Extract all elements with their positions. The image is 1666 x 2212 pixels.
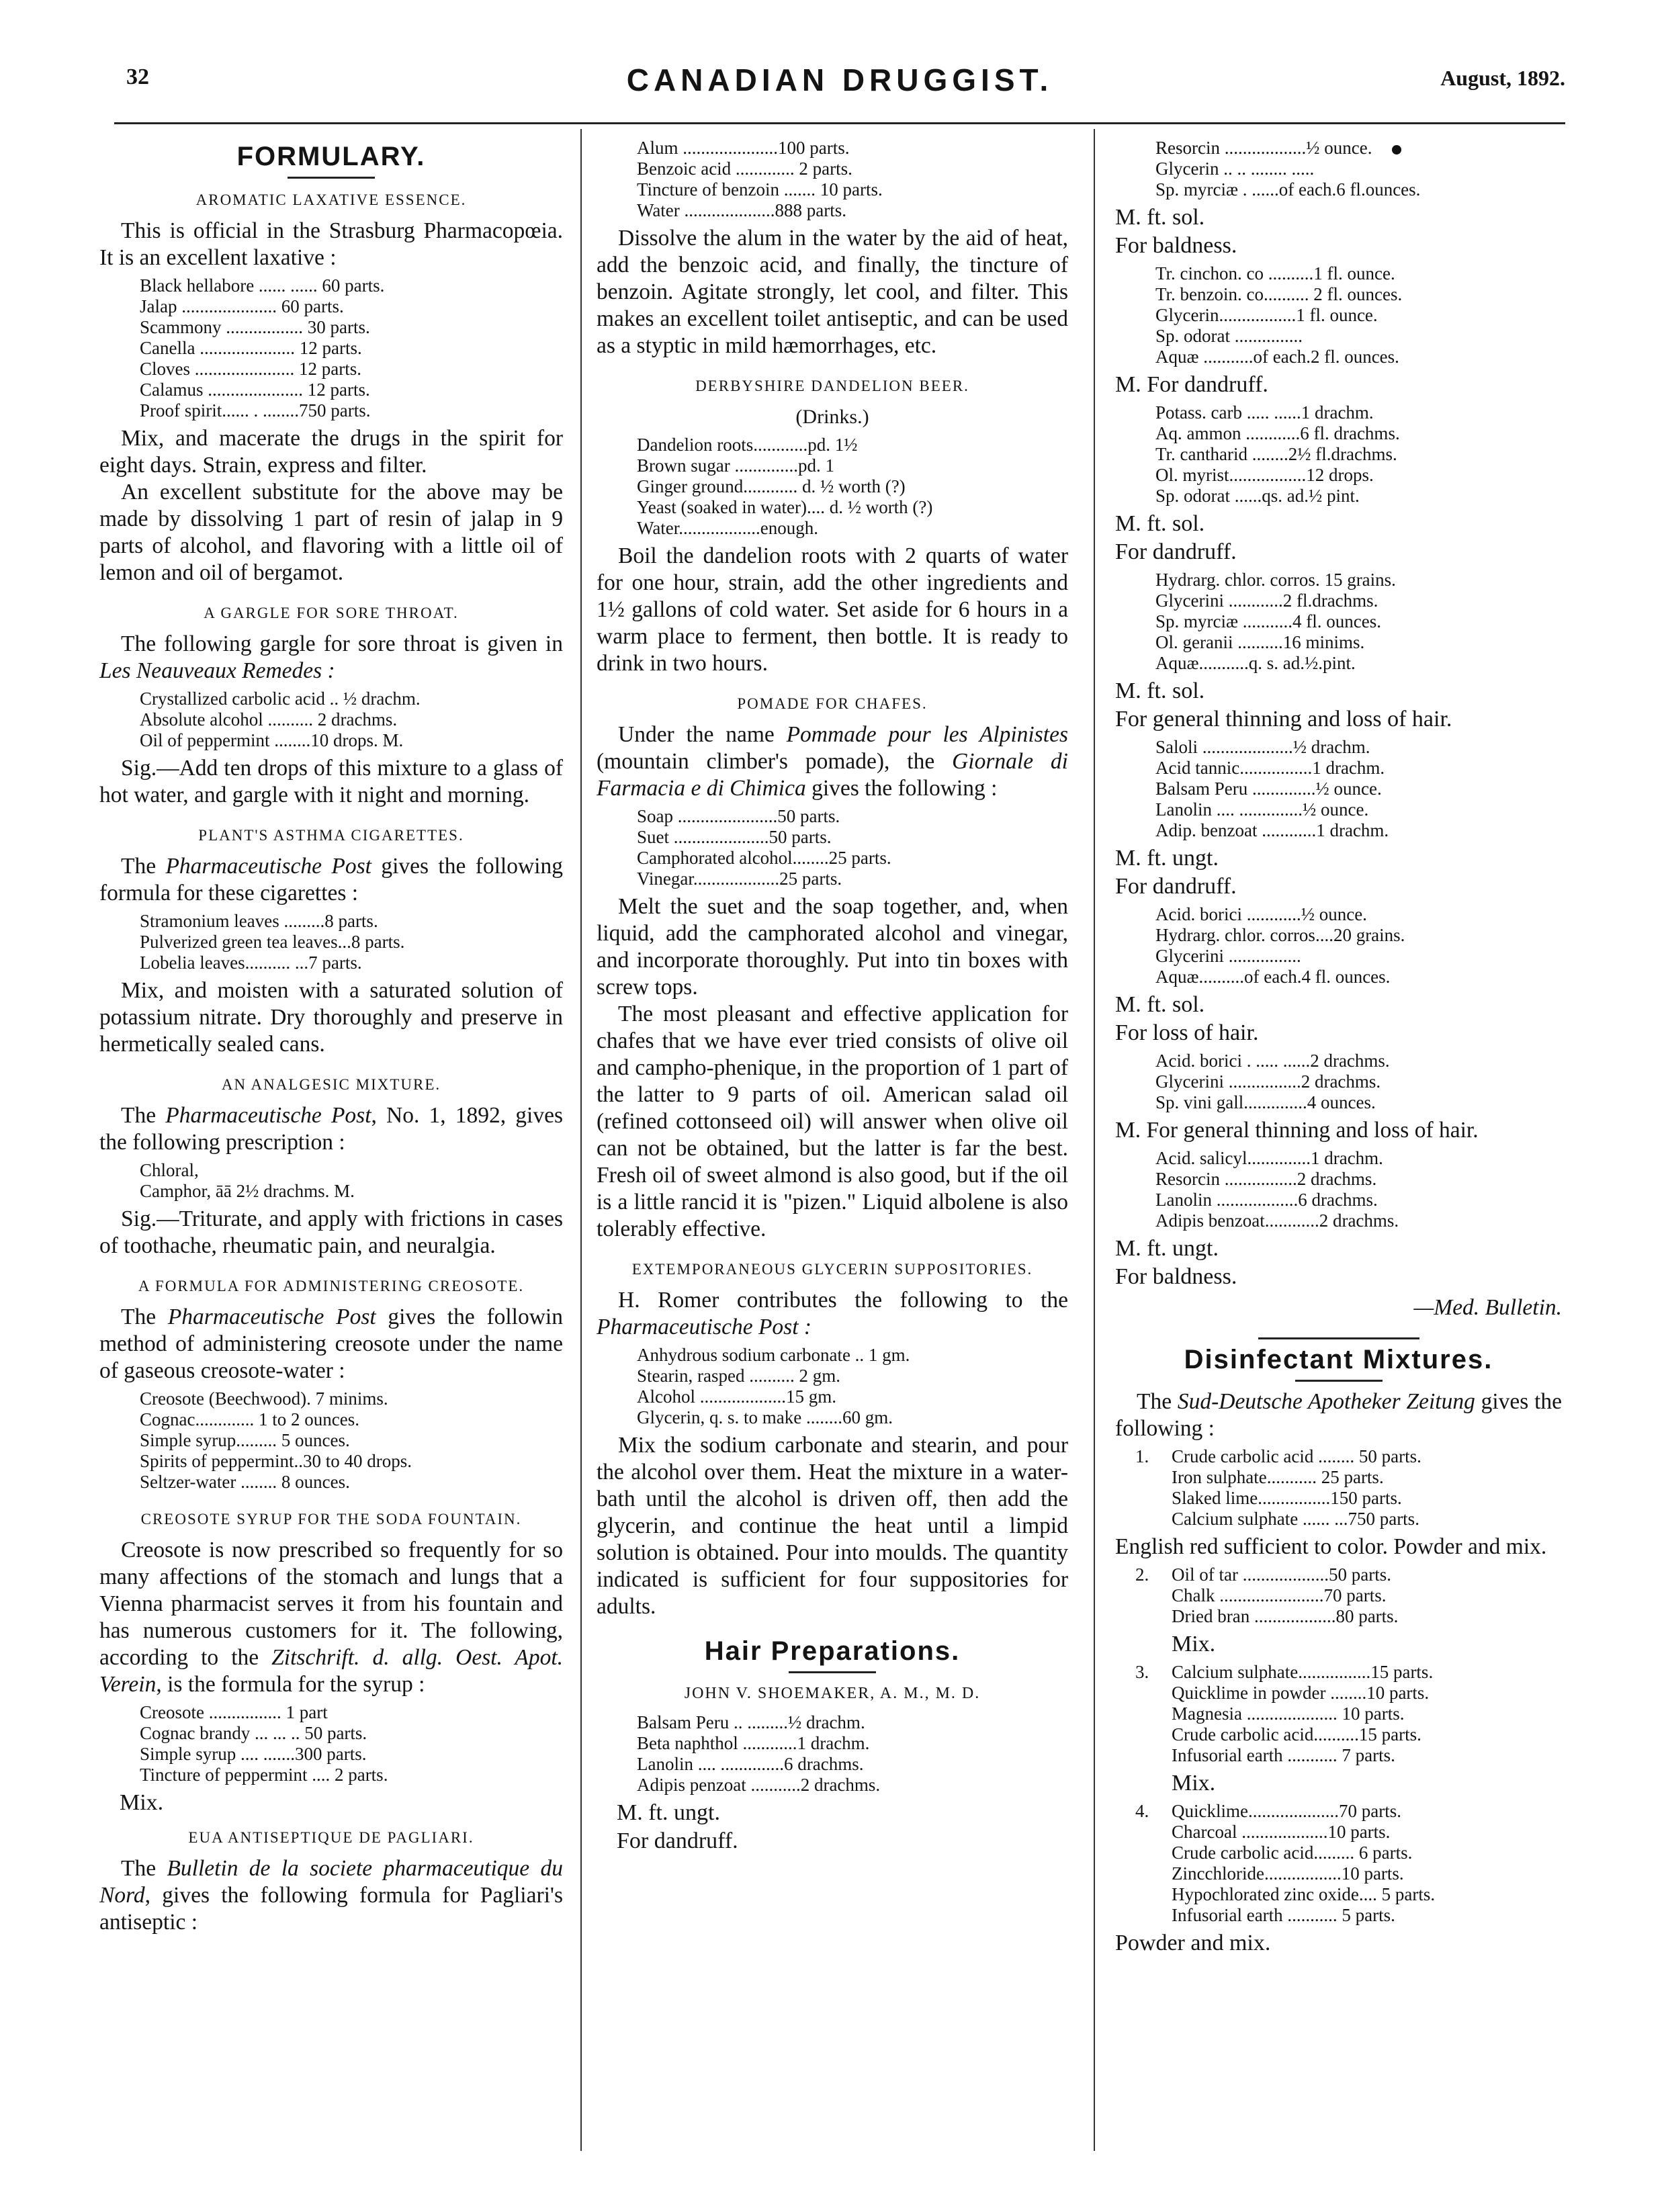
intro-text: The xyxy=(121,1103,166,1128)
page-header xyxy=(114,62,1565,109)
formula-row: Potass. carb ..... ......1 drachm. xyxy=(1155,402,1374,423)
recipe-heading: POMADE FOR CHAFES. xyxy=(737,695,928,712)
paragraph: The most pleasant and effective application for chafes that we have ever tried consists of olive oil and campho-phenique, in the proportion of 1 part of the latter to 9 parts of oil. American salad oil (refined cottonseed oil) will answer when olive oil can not be obtained, but the latter is far the best. Fresh oil of sweet almond is also good, but if the oil is a little rancid it is "pizen." Liquid albolene is also tolerably effective. xyxy=(597,1002,1068,1241)
recipe-intro xyxy=(597,1287,1068,1341)
intro-text: Under the name xyxy=(618,722,787,747)
intro-text: gives the following : xyxy=(805,776,998,801)
recipe-heading: AROMATIC LAXATIVE ESSENCE. xyxy=(195,191,467,208)
formula-row-text: Infusorial earth ........... 5 parts. xyxy=(1172,1905,1395,1925)
publication-name: Pharmaceutische Post : xyxy=(597,1315,812,1339)
prescription-mark: M. For dandruff. xyxy=(1115,372,1268,397)
publication-name: Bulletin de la societe pharmaceutique du Nord xyxy=(99,1856,563,1908)
formula-row-text: Iron sulphate........... 25 parts. xyxy=(1172,1467,1384,1487)
title-rule xyxy=(1295,1380,1383,1382)
formula-row: Glycerin, q. s. to make ........60 gm. xyxy=(637,1407,893,1427)
formula-list xyxy=(1155,1148,1562,1231)
formula-row: Glycerin .. .. ........ ..... xyxy=(1155,159,1315,179)
intro-text: The following gargle for sore throat is given in xyxy=(121,631,563,656)
publication-name: Pharmaceutische Post xyxy=(165,1103,371,1128)
formula-row: Pulverized green tea leaves...8 parts. xyxy=(140,932,405,952)
header-rule xyxy=(114,122,1565,124)
recipe-intro xyxy=(1115,1388,1562,1442)
recipe-intro xyxy=(99,1304,563,1384)
paragraph: Sig.—Add ten drops of this mixture to a glass of hot water, and gargle with it night and morning. xyxy=(99,756,563,807)
indication: For loss of hair. xyxy=(1115,1020,1259,1045)
formula-row: Stearin, rasped .......... 2 gm. xyxy=(637,1366,840,1386)
formula-row: Lanolin .... ..............6 drachms. xyxy=(637,1754,864,1774)
paragraph: Boil the dandelion roots with 2 quarts of water for one hour, strain, add the other ingredients and 1½ gallons of cold water. Set aside for 6 hours in a warm place to ferment, then bottle. It is ready to drink in two hours. xyxy=(597,543,1068,676)
indication: For dandruff. xyxy=(1115,539,1237,564)
recipe-intro: This is official in the Strasburg Pharmacopœia. It is an excellent laxative : xyxy=(99,218,563,270)
formula-row: Acid. borici ............½ ounce. xyxy=(1155,904,1367,924)
prescription-mark: M. ft. ungt. xyxy=(1115,846,1219,871)
journal-title: CANADIAN DRUGGIST. xyxy=(626,62,1053,97)
recipe-heading: A FORMULA FOR ADMINISTERING CREOSOTE. xyxy=(138,1278,525,1294)
section-title-disinfectant: Disinfectant Mixtures. xyxy=(1184,1345,1493,1374)
formula-row: Tincture of peppermint .... 2 parts. xyxy=(140,1765,388,1785)
formula-list xyxy=(1135,1662,1562,1766)
paragraph: Mix, and macerate the drugs in the spirit for eight days. Strain, express and filter. xyxy=(99,426,563,478)
formula-row: Stramonium leaves .........8 parts. xyxy=(140,911,378,931)
formula-row: Water ....................888 parts. xyxy=(637,200,847,220)
formula-row-text: Quicklime....................70 parts. xyxy=(1172,1801,1401,1821)
publication-name: Zitschrift. d. allg. Oest. Apot. Verein xyxy=(99,1645,563,1697)
formula-row: Crystallized carbolic acid .. ½ drachm. xyxy=(140,689,421,709)
intro-text: , gives the following formula for Pagliari's antiseptic : xyxy=(99,1883,563,1935)
formula-row: Sp. odorat ............... xyxy=(1155,326,1303,346)
recipe-heading: CREOSOTE SYRUP FOR THE SODA FOUNTAIN. xyxy=(140,1511,522,1528)
formula-row: Spirits of peppermint..30 to 40 drops. xyxy=(140,1451,412,1471)
intro-text: gives the following : xyxy=(1115,1389,1562,1441)
formula-row xyxy=(1155,138,1562,159)
formula-row: Lanolin .... ..............½ ounce. xyxy=(1155,799,1369,820)
recipe-intro xyxy=(99,631,563,684)
formula-row-text: Crude carbolic acid..........15 parts. xyxy=(1172,1724,1421,1744)
recipe-heading: DERBYSHIRE DANDELION BEER. xyxy=(695,378,969,394)
mix-instruction: Mix. xyxy=(120,1790,164,1815)
formula-list xyxy=(637,806,1068,889)
intro-text: The xyxy=(121,1304,168,1329)
formula-row: Sp. myrciæ . ......of each.6 fl.ounces. xyxy=(1155,179,1421,200)
formula-row xyxy=(1135,1884,1562,1905)
formula-row: Lanolin ..................6 drachms. xyxy=(1155,1190,1378,1210)
column-3 xyxy=(1115,138,1562,1958)
recipe-heading: PLANT'S ASTHMA CIGARETTES. xyxy=(198,827,464,844)
formula-list xyxy=(637,138,1068,221)
intro-text: The xyxy=(1137,1389,1178,1414)
formula-row xyxy=(1135,1488,1562,1509)
column-divider xyxy=(1094,129,1095,2151)
formula-row-text: Crude carbolic acid......... 6 parts. xyxy=(1172,1843,1413,1863)
recipe-heading: A GARGLE FOR SORE THROAT. xyxy=(204,605,459,621)
formula-row: Water..................enough. xyxy=(637,518,819,538)
formula-row xyxy=(1135,1683,1562,1704)
formula-row-text: Slaked lime................150 parts. xyxy=(1172,1488,1402,1508)
formula-row: Camphor, āā 2½ drachms. M. xyxy=(140,1181,355,1201)
recipe-heading: EXTEMPORANEOUS GLYCERIN SUPPOSITORIES. xyxy=(631,1261,1033,1278)
formula-row: Yeast (soaked in water).... d. ½ worth (?) xyxy=(637,497,933,517)
indication: For general thinning and loss of hair. xyxy=(1115,707,1452,732)
formula-row: Balsam Peru ..............½ ounce. xyxy=(1155,779,1382,799)
recipe-intro xyxy=(99,1855,563,1936)
formula-row: Proof spirit...... . ........750 parts. xyxy=(140,400,371,421)
formula-row: Simple syrup......... 5 ounces. xyxy=(140,1430,350,1450)
formula-row-text: Magnesia .................... 10 parts. xyxy=(1172,1704,1405,1724)
formula-list xyxy=(140,275,563,421)
formula-row: Vinegar...................25 parts. xyxy=(637,869,842,889)
formula-row: Alum .....................100 parts. xyxy=(637,138,850,158)
formula-row: Seltzer-water ........ 8 ounces. xyxy=(140,1472,350,1492)
formula-row: Dandelion roots............pd. 1½ xyxy=(637,435,858,455)
formula-row: Resorcin ................2 drachms. xyxy=(1155,1169,1377,1189)
formula-row xyxy=(1135,1745,1562,1766)
formula-list xyxy=(140,1388,563,1493)
publication-name: Giornale di Farmacia e di Chimica xyxy=(597,749,1068,801)
formula-row xyxy=(1135,1606,1562,1627)
intro-text: gives the following formula for these cigarettes : xyxy=(99,854,563,905)
formula-row xyxy=(1135,1801,1562,1822)
formula-row xyxy=(1135,1446,1562,1467)
formula-row: Chloral, xyxy=(140,1160,199,1180)
formula-row-text: Quicklime in powder ........10 parts. xyxy=(1172,1683,1430,1703)
formula-row-text: Charcoal ...................10 parts. xyxy=(1172,1822,1391,1842)
formula-row: Adip. benzoat ............1 drachm. xyxy=(1155,820,1389,840)
formula-row: Scammony ................. 30 parts. xyxy=(140,317,370,337)
formula-list xyxy=(1155,263,1562,367)
formula-row-text: Dried bran ..................80 parts. xyxy=(1172,1606,1399,1626)
indication: For dandruff. xyxy=(617,1828,738,1853)
section-title-formulary: FORMULARY. xyxy=(236,142,426,171)
source-credit: —Med. Bulletin. xyxy=(1413,1295,1562,1320)
page-number: 32 xyxy=(126,64,149,89)
formula-row-text: Calcium sulphate................15 parts. xyxy=(1172,1662,1434,1682)
column-divider xyxy=(580,129,582,2151)
indication: For dandruff. xyxy=(1115,874,1237,899)
paragraph-text: Creosote is now prescribed so frequently for so many affections of the stomach and lungs that a Vienna pharmacist serves it from his fountain and has numerous customers for it. The following, according to the xyxy=(99,1538,563,1670)
recipe-heading: EUA ANTISEPTIQUE DE PAGLIARI. xyxy=(188,1829,474,1846)
formula-list xyxy=(1155,904,1562,987)
formula-number: 4. xyxy=(1135,1801,1149,1821)
formula-list xyxy=(140,1702,563,1785)
formula-row: Sp. odorat ......qs. ad.½ pint. xyxy=(1155,486,1360,506)
formula-row-text: Hypochlorated zinc oxide.... 5 parts. xyxy=(1172,1884,1436,1904)
paragraph: Dissolve the alum in the water by the aid of heat, add the benzoic acid, and finally, the tincture of benzoin. Agitate strongly, let cool, and filter. This makes an excellent toilet antiseptic, and can be used as a styptic in mild hæmorrhages, etc. xyxy=(597,226,1068,358)
formula-list xyxy=(1155,570,1562,674)
formula-list xyxy=(140,911,563,973)
formula-row: Adipis benzoat............2 drachms. xyxy=(1155,1210,1399,1231)
formula-row-text: Chalk .......................70 parts. xyxy=(1172,1585,1387,1605)
formula-row: Cognac............. 1 to 2 ounces. xyxy=(140,1409,359,1429)
formula-list xyxy=(1155,737,1562,841)
formula-row: Balsam Peru .. .........½ drachm. xyxy=(637,1712,865,1732)
formula-row xyxy=(1135,1724,1562,1745)
intro-text: The xyxy=(121,854,166,879)
section-rule xyxy=(1258,1337,1419,1339)
prescription-mark: M. ft. ungt. xyxy=(617,1800,720,1825)
formula-list xyxy=(637,435,1068,539)
formula-row: Absolute alcohol .......... 2 drachms. xyxy=(140,709,398,729)
formula-row: Brown sugar ..............pd. 1 xyxy=(637,455,834,476)
formula-row: Tr. cinchon. co ..........1 fl. ounce. xyxy=(1155,263,1395,283)
paragraph xyxy=(99,1537,563,1698)
paragraph: Melt the suet and the soap together, and, when liquid, add the camphorated alcohol and vinegar, and incorporate thoroughly. Put into tin boxes with screw tops. xyxy=(597,894,1068,1000)
formula-list xyxy=(1135,1446,1562,1530)
formula-row-text: Resorcin ..................½ ounce. xyxy=(1155,138,1372,158)
formula-row: Calamus ..................... 12 parts. xyxy=(140,380,370,400)
indication: For baldness. xyxy=(1115,233,1237,258)
formula-row: Aquæ..........of each.4 fl. ounces. xyxy=(1155,967,1391,987)
formula-row-text: Calcium sulphate ...... ...750 parts. xyxy=(1172,1509,1419,1529)
prescription-mark: M. ft. sol. xyxy=(1115,511,1205,536)
formula-row: Glycerin.................1 fl. ounce. xyxy=(1155,305,1378,325)
formula-row xyxy=(1135,1564,1562,1585)
formula-row: Black hellabore ...... ...... 60 parts. xyxy=(140,275,385,296)
formula-row: Ol. myrist.................12 drops. xyxy=(1155,465,1374,485)
intro-text: (mountain climber's pomade), the xyxy=(597,749,953,774)
formula-row: Aq. ammon ............6 fl. drachms. xyxy=(1155,423,1400,443)
formula-row: Aquæ ...........of each.2 fl. ounces. xyxy=(1155,347,1399,367)
formula-list xyxy=(1155,402,1562,506)
formula-row: Creosote ................ 1 part xyxy=(140,1702,328,1722)
formula-row: Benzoic acid ............. 2 parts. xyxy=(637,159,852,179)
formula-list xyxy=(140,1160,563,1202)
intro-text: The xyxy=(121,1856,167,1881)
publication-name: Pommade pour les Alpinistes xyxy=(786,722,1068,747)
recipe-intro xyxy=(99,1102,563,1156)
formula-row: Oil of peppermint ........10 drops. M. xyxy=(140,730,404,750)
formula-number: 3. xyxy=(1135,1662,1149,1682)
publication-name: Pharmaceutische Post xyxy=(167,1304,376,1329)
formula-row: Alcohol ...................15 gm. xyxy=(637,1386,836,1407)
formula-row: Jalap ..................... 60 parts. xyxy=(140,296,344,316)
formula-row xyxy=(1135,1704,1562,1724)
formula-list xyxy=(1135,1801,1562,1926)
column-2 xyxy=(597,138,1068,1856)
recipe-subheading: (Drinks.) xyxy=(795,406,869,428)
paragraph: Mix, and moisten with a saturated solution of potassium nitrate. Dry thoroughly and preserve in hermetically sealed cans. xyxy=(99,978,563,1057)
author-byline: JOHN V. SHOEMAKER, A. M., M. D. xyxy=(684,1685,981,1702)
formula-row: Beta naphthol ............1 drachm. xyxy=(637,1733,870,1753)
paragraph: English red sufficient to color. Powder and mix. xyxy=(1115,1534,1547,1559)
formula-row: Aquæ...........q. s. ad.½.pint. xyxy=(1155,653,1356,673)
title-rule xyxy=(789,1671,876,1673)
paragraph: Mix the sodium carbonate and stearin, and pour the alcohol over them. Heat the mixture in a water-bath until the alcohol is driven off, then add the glycerin, and continue the heat until a limpid solution is obtained. Pour into moulds. The quantity indicated is sufficient for four suppositories for adults. xyxy=(597,1433,1068,1619)
formula-row xyxy=(1135,1843,1562,1863)
formula-row: Glycerini ............2 fl.drachms. xyxy=(1155,590,1378,611)
formula-row-text: Infusorial earth ........... 7 parts. xyxy=(1172,1745,1395,1765)
paragraph: Sig.—Triturate, and apply with frictions in cases of toothache, rheumatic pain, and neuralgia. xyxy=(99,1206,563,1258)
intro-text: H. Romer contributes the following to the xyxy=(618,1288,1068,1313)
formula-row xyxy=(1135,1509,1562,1530)
title-rule xyxy=(288,177,375,179)
formula-row: Creosote (Beechwood). 7 minims. xyxy=(140,1388,388,1409)
intro-text: gives the followin method of administering creosote under the name of gaseous creosote-water : xyxy=(99,1304,563,1383)
prescription-mark: M. ft. sol. xyxy=(1115,678,1205,703)
mix-instruction: Mix. xyxy=(1172,1632,1216,1656)
formula-row: Cloves ...................... 12 parts. xyxy=(140,359,361,379)
formula-row: Glycerini ................2 drachms. xyxy=(1155,1071,1381,1092)
paragraph: An excellent substitute for the above may be made by dissolving 1 part of resin of jalap in 9 parts of alcohol, and flavoring with a little oil of lemon and oil of bergamot. xyxy=(99,480,563,585)
column-1 xyxy=(99,138,563,1936)
formula-row xyxy=(1135,1662,1562,1683)
ink-dot-icon xyxy=(1392,145,1401,154)
mix-instruction: Mix. xyxy=(1172,1771,1216,1796)
formula-row: Acid tannic................1 drachm. xyxy=(1155,758,1385,778)
formula-row xyxy=(1135,1863,1562,1884)
formula-row: Acid. salicyl..............1 drachm. xyxy=(1155,1148,1383,1168)
publication-name: Les Neauveaux Remedes : xyxy=(99,658,335,683)
paragraph-text: , is the formula for the syrup : xyxy=(156,1672,425,1697)
formula-row: Ginger ground............ d. ½ worth (?) xyxy=(637,476,906,496)
formula-row: Cognac brandy ... ... .. 50 parts. xyxy=(140,1723,367,1743)
formula-row: Glycerini ................ xyxy=(1155,946,1301,966)
prescription-mark: M. For general thinning and loss of hair. xyxy=(1115,1118,1479,1143)
formula-row: Anhydrous sodium carbonate .. 1 gm. xyxy=(637,1345,910,1365)
formula-row xyxy=(1135,1585,1562,1606)
prescription-mark: M. ft. ungt. xyxy=(1115,1236,1219,1261)
mix-instruction: Powder and mix. xyxy=(1115,1931,1271,1955)
formula-row xyxy=(1135,1467,1562,1488)
recipe-intro xyxy=(99,853,563,907)
formula-row: Sp. myrciæ ...........4 fl. ounces. xyxy=(1155,611,1381,631)
formula-row: Ol. geranii ..........16 minims. xyxy=(1155,632,1365,652)
formula-row: Soap ......................50 parts. xyxy=(637,806,840,826)
indication: For baldness. xyxy=(1115,1264,1237,1289)
formula-row-text: Crude carbolic acid ........ 50 parts. xyxy=(1172,1446,1421,1466)
prescription-mark: M. ft. sol. xyxy=(1115,205,1205,230)
formula-row xyxy=(1135,1822,1562,1843)
formula-row: Sp. vini gall..............4 ounces. xyxy=(1155,1092,1376,1112)
prescription-mark: M. ft. sol. xyxy=(1115,992,1205,1017)
formula-row: Acid. borici . ..... ......2 drachms. xyxy=(1155,1051,1390,1071)
formula-list xyxy=(637,1712,1068,1796)
formula-row: Adipis penzoat ...........2 drachms. xyxy=(637,1775,881,1795)
formula-list xyxy=(1135,1564,1562,1627)
formula-row: Tr. benzoin. co.......... 2 fl. ounces. xyxy=(1155,284,1403,304)
formula-row-text: Oil of tar ...................50 parts. xyxy=(1172,1564,1391,1585)
publication-name: Sud-Deutsche Apotheker Zeitung xyxy=(1177,1389,1475,1414)
intro-text: , No. 1, 1892, gives the following prescription : xyxy=(99,1103,563,1155)
formula-list xyxy=(1155,1051,1562,1113)
formula-number: 2. xyxy=(1135,1564,1149,1585)
publication-name: Pharmaceutische Post xyxy=(165,854,371,879)
formula-row: Lobelia leaves.......... ...7 parts. xyxy=(140,953,362,973)
formula-row: Hydrarg. chlor. corros....20 grains. xyxy=(1155,925,1405,945)
formula-row: Tr. cantharid ........2½ fl.drachms. xyxy=(1155,444,1397,464)
formula-list xyxy=(637,1345,1068,1428)
formula-row: Canella ..................... 12 parts. xyxy=(140,338,362,358)
formula-row: Tincture of benzoin ....... 10 parts. xyxy=(637,179,883,200)
formula-list xyxy=(1155,138,1562,200)
section-title-hair: Hair Preparations. xyxy=(704,1636,961,1666)
formula-row: Camphorated alcohol........25 parts. xyxy=(637,848,891,868)
issue-date: August, 1892. xyxy=(1440,66,1565,90)
formula-row-text: Zincchloride.................10 parts. xyxy=(1172,1863,1404,1884)
formula-list xyxy=(140,689,563,751)
recipe-heading: AN ANALGESIC MIXTURE. xyxy=(221,1076,441,1093)
formula-row xyxy=(1135,1905,1562,1926)
formula-row: Saloli ....................½ drachm. xyxy=(1155,737,1370,757)
recipe-intro xyxy=(597,721,1068,802)
formula-row: Simple syrup .... .......300 parts. xyxy=(140,1744,367,1764)
formula-number: 1. xyxy=(1135,1446,1149,1466)
formula-row: Suet .....................50 parts. xyxy=(637,827,832,847)
formula-row: Hydrarg. chlor. corros. 15 grains. xyxy=(1155,570,1396,590)
